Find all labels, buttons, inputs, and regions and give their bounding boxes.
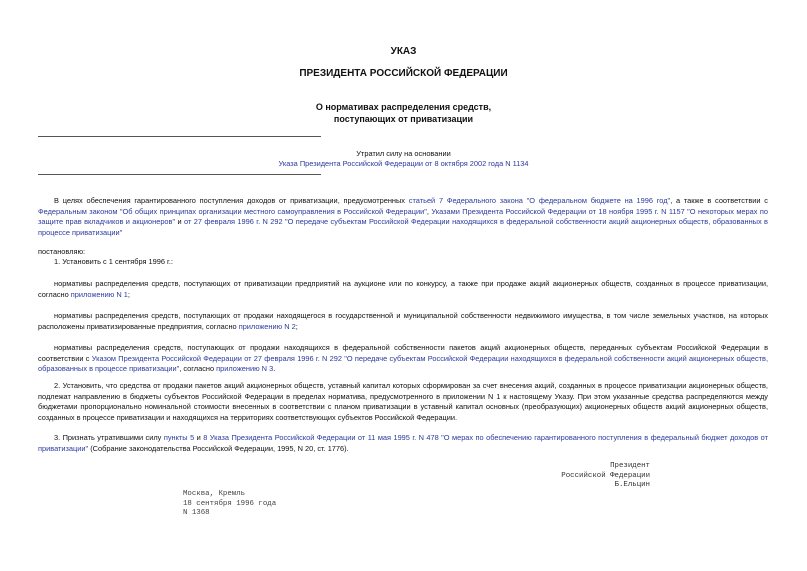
item-1-heading: 1. Установить с 1 сентября 1996 г.:: [54, 257, 173, 266]
appendix-1-link[interactable]: приложению N 1: [70, 289, 128, 299]
document-type-title: УКАЗ: [390, 46, 417, 57]
self-government-law-link[interactable]: Федеральным законом "Об общих принципах организации местного самоуправления в Российской Федерации": [38, 206, 427, 216]
appendix-2-link[interactable]: приложению N 2: [238, 321, 296, 331]
decree-292-ref-link[interactable]: Указом Президента Российской Федерации от 27 февраля 1996 г. N 292 "О передаче субъектам Российской Федерации находящихся в федеральной собственности акций акционерных обществ, образованных в процессе приватизации": [38, 353, 768, 374]
decree-number: N 1368: [183, 509, 210, 518]
preamble-text-3: ,: [426, 206, 432, 216]
item-3-text-3: (Собрание законодательства Российской Федерации, 1995, N 20, ст. 1776).: [88, 443, 349, 453]
budget-law-link[interactable]: статьей 7 Федерального закона "О федеральном бюджете на 1996 год": [408, 196, 671, 205]
document-subject: [0, 101, 807, 125]
lost-force-note: [0, 149, 807, 169]
signature-name: Б.Ельцин: [614, 481, 650, 490]
item-1a-paragraph: [38, 279, 768, 300]
preamble-text-1: В целях обеспечения гарантированного поступления доходов от приватизации, предусмотренных: [54, 196, 409, 205]
place: Москва, Кремль: [183, 490, 246, 498]
item-1b-paragraph: [38, 311, 768, 332]
divider-bottom: [38, 174, 321, 175]
appendix-3-link[interactable]: приложению N 3: [216, 364, 274, 374]
divider-top: [38, 136, 321, 137]
item-1a-text: нормативы распределения средств, поступающих от приватизации предприятий на аукционе или по конкурсу, а также при продаже акций акционерных обществ, созданных в процессе приватизации, согласно: [38, 279, 768, 299]
item-1b-text: нормативы распределения средств, поступающих от продажи находящегося в государственной и муниципальной собственности недвижимого имущества, в том числе земельных участков, на которых расположены приватизированные предприятия, согласно: [38, 311, 768, 331]
signature-country: Российской Федерации: [561, 471, 650, 480]
subject-line-2: поступающих от приватизации: [333, 114, 474, 124]
subject-line-1: О нормативах распределения средств,: [315, 102, 492, 112]
item-1c-text: нормативы распределения средств, поступающих от продажи находящихся в федеральной собственности пакетов акций акционерных обществ, переданных субъектам Российской Федерации в соответствии с: [38, 343, 768, 363]
decree-478-link[interactable]: 8 Указа Президента Российской Федерации от 11 мая 1995 г. N 478 "О мерах по обеспечению гарантированного поступления в федеральный бюджет доходов от приватизации": [38, 433, 768, 453]
item-2-paragraph: 2. Установить, что средства от продажи пакетов акций акционерных обществ, уставный капитал которых сформирован за счет внесения акций, созданных в процессе приватизации акционерных обществ, подлежат направлению в бюджеты субъектов Российской Федерации в пределах норматива, предусмотренного в приложении N 1 к настоящему Указу. При этом указанные средства распределяются между бюджетами пропорционально номинальной стоимости внесенных в соответствии с планом приватизации в уставный капитал основных (преобразующих) акционерных обществ акций акционерных обществ, созданных в процессе приватизации и находящихся на территориях соответствующих субъектов Российской Федерации.: [38, 381, 768, 422]
item-3-paragraph: [38, 433, 768, 454]
item-1c-end: .: [273, 364, 276, 374]
preamble-text-4: и: [175, 217, 185, 227]
signature-block: [540, 462, 650, 491]
place-date-block: [183, 490, 276, 519]
decree-word: постановляю:: [38, 247, 86, 256]
item-1a-end: ;: [127, 289, 130, 299]
decree-292-link[interactable]: от 27 февраля 1996 г. N 292 "О передаче субъектам Российской Федерации находящихся в федеральной собственности акций акционерных обществ, образованных в процессе приватизации": [38, 217, 768, 237]
item-1b-end: ;: [295, 321, 298, 331]
issuer-title: ПРЕЗИДЕНТА РОССИЙСКОЙ ФЕДЕРАЦИИ: [299, 68, 508, 79]
item-1c-paragraph: [38, 343, 768, 375]
signature-position: Президент: [610, 462, 650, 470]
lost-force-text: Утратил силу на основании: [356, 149, 451, 158]
item-3-text-2: и: [194, 433, 204, 442]
preamble-text-2: , а также в соответствии с: [670, 196, 768, 205]
decree-1157-link[interactable]: Указами Президента Российской Федерации от 18 ноября 1995 г. N 1157 "О некоторых мерах по защите прав вкладчиков и акционеров": [38, 206, 768, 227]
lost-force-link[interactable]: Указа Президента Российской Федерации от 8 октября 2002 года N 1134: [278, 159, 529, 168]
item-3-text-1: 3. Признать утратившими силу: [54, 433, 164, 442]
clause-5-link[interactable]: пункты 5: [163, 433, 195, 442]
item-1c-mid: , согласно: [179, 364, 217, 374]
preamble-paragraph: [38, 196, 768, 238]
signing-date: 18 сентября 1996 года: [183, 499, 277, 508]
